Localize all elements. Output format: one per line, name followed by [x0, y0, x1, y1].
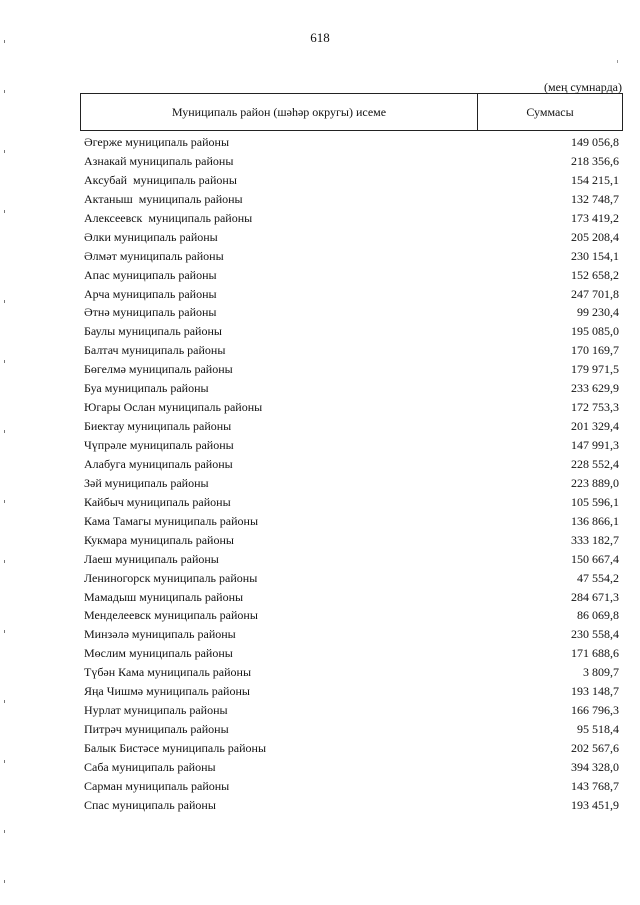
table-row — [84, 550, 619, 569]
table-row — [84, 796, 619, 815]
table-row — [84, 322, 619, 341]
district-sum: 154 215,1 — [571, 172, 619, 187]
district-name: Арча муниципаль районы — [84, 286, 217, 301]
table-row — [84, 285, 619, 304]
district-name: Минзәлә муниципаль районы — [84, 627, 236, 642]
district-name: Әлки муниципаль районы — [84, 229, 218, 244]
table-row — [84, 360, 619, 379]
page-number: 618 — [310, 30, 330, 45]
district-name: Балтач муниципаль районы — [84, 343, 226, 358]
district-sum: 247 701,8 — [571, 286, 619, 301]
table-row — [84, 777, 619, 796]
table-row — [84, 739, 619, 758]
district-name: Зәй муниципаль районы — [84, 475, 209, 490]
district-name: Актаныш муниципаль районы — [84, 191, 243, 206]
table-row — [84, 625, 619, 644]
table-row — [84, 531, 619, 550]
table-row — [84, 644, 619, 663]
district-sum: 86 069,8 — [577, 608, 619, 623]
table-row — [84, 474, 619, 493]
district-sum: 284 671,3 — [571, 589, 619, 604]
district-sum: 171 688,6 — [571, 646, 619, 661]
district-sum: 166 796,3 — [571, 703, 619, 718]
district-sum: 202 567,6 — [571, 741, 619, 755]
table-row — [84, 341, 619, 360]
table-row — [84, 379, 619, 398]
district-sum: 152 658,2 — [571, 267, 619, 282]
district-name: Нурлат муниципаль районы — [84, 703, 228, 718]
table-row — [84, 663, 619, 682]
table-row — [84, 266, 619, 285]
district-name: Алексеевск муниципаль районы — [84, 210, 253, 225]
table-row — [84, 133, 619, 152]
table-row — [84, 228, 619, 247]
district-sum: 105 596,1 — [571, 494, 619, 509]
district-name: Кайбыч муниципаль районы — [84, 494, 231, 509]
table-row — [84, 152, 619, 171]
district-sum: 132 748,7 — [571, 191, 619, 206]
table-row — [84, 493, 619, 512]
district-name: Саба муниципаль районы — [84, 759, 216, 774]
district-name: Югары Ослан муниципаль районы — [84, 400, 263, 415]
district-name: Апас муниципаль районы — [84, 267, 217, 282]
district-sum: 95 518,4 — [577, 722, 619, 737]
district-name: Алабуга муниципаль районы — [84, 456, 233, 471]
district-sum: 172 753,3 — [571, 400, 619, 415]
district-sum: 170 169,7 — [571, 343, 619, 358]
table-row — [84, 190, 619, 209]
table-row — [84, 455, 619, 474]
district-sum: 228 552,4 — [571, 456, 619, 471]
table-row — [84, 209, 619, 228]
district-sum: 201 329,4 — [571, 419, 619, 434]
district-name: Кама Тамагы муниципаль районы — [84, 513, 259, 528]
table-row — [84, 171, 619, 190]
district-name: Азнакай муниципаль районы — [84, 153, 234, 168]
table-header — [80, 93, 623, 131]
district-sum: 150 667,4 — [571, 551, 619, 566]
table-row — [84, 247, 619, 266]
table-row — [84, 720, 619, 739]
district-name: Кукмара муниципаль районы — [84, 532, 234, 547]
table-row — [84, 758, 619, 777]
district-sum: 205 208,4 — [571, 229, 619, 244]
header-district-name: Муниципаль район (шәһәр округы) исеме — [81, 94, 478, 130]
district-sum: 173 419,2 — [571, 210, 619, 225]
district-sum: 195 085,0 — [571, 324, 619, 339]
district-name: Чүпрәле муниципаль районы — [84, 438, 234, 452]
district-name: Бөгелмә муниципаль районы — [84, 362, 233, 377]
district-sum: 3 809,7 — [583, 665, 619, 680]
district-name: Мамадыш муниципаль районы — [84, 589, 244, 604]
district-name: Лаеш муниципаль районы — [84, 551, 219, 566]
table-row — [84, 588, 619, 607]
table-body — [84, 133, 619, 815]
district-sum: 193 148,7 — [571, 684, 619, 699]
table-row — [84, 303, 619, 322]
district-name: Питрәч муниципаль районы — [84, 722, 229, 737]
district-sum: 230 154,1 — [571, 248, 619, 263]
table-row — [84, 701, 619, 720]
district-name: Түбән Кама муниципаль районы — [84, 665, 252, 680]
district-name: Әлмәт муниципаль районы — [84, 248, 224, 263]
district-sum: 143 768,7 — [571, 778, 619, 793]
district-name: Балык Бистәсе муниципаль районы — [84, 741, 267, 755]
district-sum: 99 230,4 — [577, 305, 619, 320]
district-sum: 193 451,9 — [571, 797, 619, 812]
district-sum: 47 554,2 — [577, 570, 619, 585]
district-sum: 230 558,4 — [571, 627, 619, 642]
left-margin-marks — [4, 0, 6, 905]
district-name: Аксубай муниципаль районы — [84, 172, 237, 187]
district-name: Спас муниципаль районы — [84, 797, 216, 812]
table-row — [84, 417, 619, 436]
table-row — [84, 512, 619, 531]
district-name: Менделеевск муниципаль районы — [84, 608, 258, 623]
district-name: Әтнә муниципаль районы — [84, 305, 217, 320]
district-sum: 136 866,1 — [571, 513, 619, 528]
table-row — [84, 569, 619, 588]
scan-mark — [617, 60, 618, 63]
district-sum: 147 991,3 — [571, 438, 619, 452]
district-sum: 149 056,8 — [571, 135, 619, 149]
table-row — [84, 398, 619, 417]
table-row — [84, 682, 619, 701]
district-name: Яңа Чишмә муниципаль районы — [84, 684, 250, 699]
district-sum: 333 182,7 — [571, 532, 619, 547]
district-name: Буа муниципаль районы — [84, 381, 209, 396]
table-row — [84, 606, 619, 625]
district-sum: 223 889,0 — [571, 475, 619, 490]
district-name: Мөслим муниципаль районы — [84, 646, 233, 661]
district-sum: 218 356,6 — [571, 153, 619, 168]
district-name: Сарман муниципаль районы — [84, 778, 230, 793]
district-name: Биектау муниципаль районы — [84, 419, 232, 434]
district-name: Баулы муниципаль районы — [84, 324, 222, 339]
district-name: Әгерже муниципаль районы — [84, 135, 230, 149]
district-sum: 394 328,0 — [571, 759, 619, 774]
table-row — [84, 436, 619, 455]
district-sum: 233 629,9 — [571, 381, 619, 396]
district-sum: 179 971,5 — [571, 362, 619, 377]
header-sum: Суммасы — [526, 104, 574, 119]
unit-note: (мең сумнарда) — [544, 80, 622, 94]
district-name: Лениногорск муниципаль районы — [84, 570, 258, 585]
